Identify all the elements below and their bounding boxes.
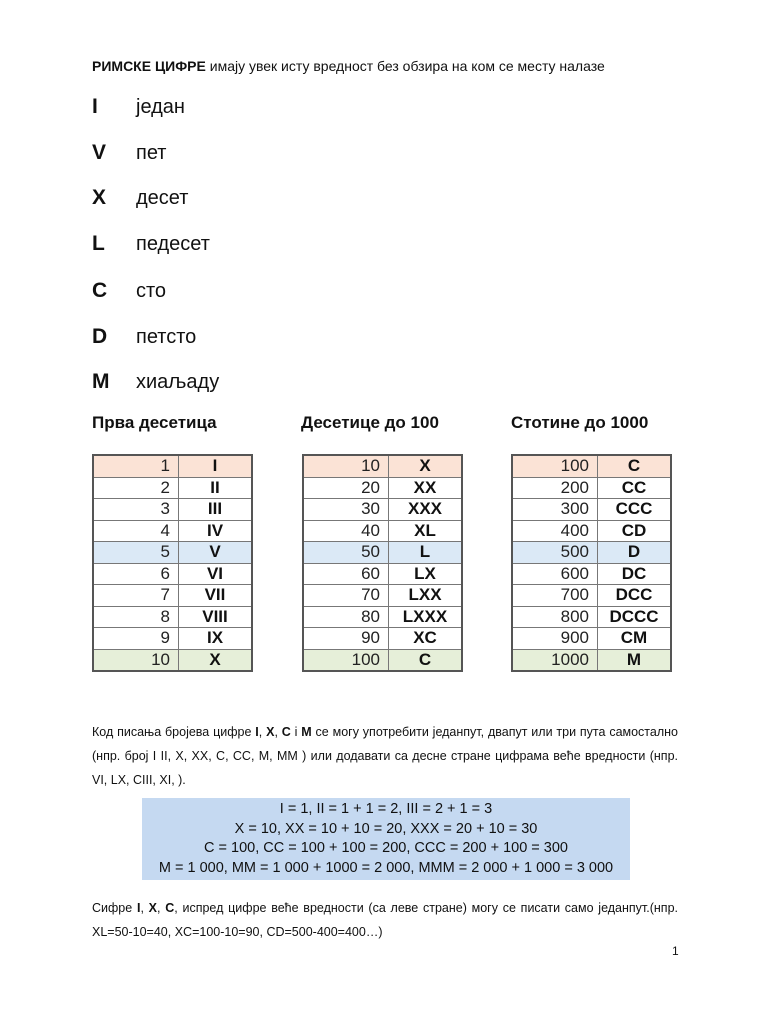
numeral-word: један xyxy=(136,95,185,118)
table-row xyxy=(512,520,671,542)
roman-value-cell: C xyxy=(389,649,463,671)
table-row xyxy=(93,455,252,477)
numeral-row xyxy=(92,183,188,213)
paragraph-subtraction xyxy=(92,896,678,944)
table-row xyxy=(512,477,671,499)
numeral-symbol: C xyxy=(92,279,108,302)
bold-numeral: I xyxy=(255,725,259,739)
table-row xyxy=(303,649,462,671)
roman-value-cell: XC xyxy=(389,628,463,650)
numeral-row xyxy=(92,276,166,306)
text-span: , xyxy=(274,725,282,739)
arabic-value-cell: 200 xyxy=(512,477,598,499)
roman-value-cell: III xyxy=(179,499,253,521)
equation-line: I = 1, II = 1 + 1 = 2, III = 2 + 1 = 3 xyxy=(279,801,493,817)
bold-numeral: I xyxy=(136,901,141,915)
equation-line: M = 1 000, MM = 1 000 + 1000 = 2 000, MMM = 2 000 + 1 000 = 3 000 xyxy=(158,859,614,876)
bold-numeral: C xyxy=(165,901,175,915)
numeral-row xyxy=(92,138,166,168)
arabic-value-cell: 700 xyxy=(512,585,598,607)
arabic-value-cell: 7 xyxy=(93,585,179,607)
roman-value-cell: XXX xyxy=(389,499,463,521)
roman-table-ones xyxy=(92,454,253,672)
table-row xyxy=(93,477,252,499)
numeral-word: сто xyxy=(136,279,167,302)
roman-value-cell: D xyxy=(598,542,672,564)
arabic-value-cell: 70 xyxy=(303,585,389,607)
table-row xyxy=(512,499,671,521)
table-row xyxy=(303,455,462,477)
table-row xyxy=(512,563,671,585)
bold-numeral: C xyxy=(281,725,291,739)
table-row xyxy=(512,455,671,477)
table-title-ones: Прва десетица xyxy=(92,413,217,432)
table-row xyxy=(303,520,462,542)
numeral-symbol: X xyxy=(92,186,107,209)
arabic-value-cell: 80 xyxy=(303,606,389,628)
arabic-value-cell: 90 xyxy=(303,628,389,650)
arabic-value-cell: 4 xyxy=(93,520,179,542)
bold-numeral: X xyxy=(266,725,275,739)
roman-value-cell: II xyxy=(179,477,253,499)
table-row xyxy=(303,606,462,628)
table-row xyxy=(93,649,252,671)
roman-table-tens xyxy=(302,454,463,672)
numeral-symbol: I xyxy=(92,95,98,118)
numeral-word: хиаљаду xyxy=(136,370,220,393)
roman-value-cell: XX xyxy=(389,477,463,499)
arabic-value-cell: 2 xyxy=(93,477,179,499)
arabic-value-cell: 5 xyxy=(93,542,179,564)
arabic-value-cell: 400 xyxy=(512,520,598,542)
table-row xyxy=(512,542,671,564)
numeral-symbol: L xyxy=(92,232,105,255)
table-row xyxy=(512,649,671,671)
arabic-value-cell: 10 xyxy=(93,649,179,671)
arabic-value-cell: 300 xyxy=(512,499,598,521)
roman-value-cell: C xyxy=(598,455,672,477)
roman-value-cell: DCCC xyxy=(598,606,672,628)
equation-line: C = 100, CC = 100 + 100 = 200, CCC = 200 + 100 = 300 xyxy=(204,840,568,856)
roman-value-cell: VII xyxy=(179,585,253,607)
text-span: се могу употребити једанпут, двапут или три пута самостално (нпр. број I II, X, XX, C, CC, M, MM ) или додавати са десне стране цифрама веће вредности (нпр. VI, LX, CIII, XI, ). xyxy=(92,725,678,787)
numeral-symbol: M xyxy=(92,370,110,393)
table-row xyxy=(303,563,462,585)
numeral-symbol: D xyxy=(92,325,108,348)
table-row xyxy=(93,499,252,521)
roman-value-cell: LX xyxy=(389,563,463,585)
arabic-value-cell: 30 xyxy=(303,499,389,521)
page-heading xyxy=(92,58,605,74)
roman-value-cell: VI xyxy=(179,563,253,585)
text-span: , испред цифре веће вредности (са леве стране) могу се писати само једанпут.(нпр. XL=50-10=40, XC=100-10=90, CD=500-400=400…) xyxy=(92,901,678,939)
arabic-value-cell: 800 xyxy=(512,606,598,628)
text-span: , xyxy=(140,901,149,915)
arabic-value-cell: 6 xyxy=(93,563,179,585)
roman-value-cell: CC xyxy=(598,477,672,499)
text-span: i xyxy=(290,725,302,739)
arabic-value-cell: 8 xyxy=(93,606,179,628)
page-number: 1 xyxy=(672,944,679,958)
roman-value-cell: CM xyxy=(598,628,672,650)
roman-value-cell: XL xyxy=(389,520,463,542)
numeral-word: педесет xyxy=(136,232,210,255)
arabic-value-cell: 50 xyxy=(303,542,389,564)
equation-line: X = 10, XX = 10 + 10 = 20, XXX = 20 + 10 = 30 xyxy=(234,820,538,837)
paragraph-usage xyxy=(92,720,678,792)
text-span: , xyxy=(157,901,166,915)
arabic-value-cell: 1 xyxy=(93,455,179,477)
arabic-value-cell: 9 xyxy=(93,628,179,650)
roman-value-cell: DC xyxy=(598,563,672,585)
roman-value-cell: CCC xyxy=(598,499,672,521)
table-row xyxy=(303,477,462,499)
text-span: Код писања бројева цифре xyxy=(92,725,256,739)
arabic-value-cell: 60 xyxy=(303,563,389,585)
table-row xyxy=(93,520,252,542)
table-row xyxy=(93,585,252,607)
arabic-value-cell: 10 xyxy=(303,455,389,477)
numeral-symbol: V xyxy=(92,141,107,164)
arabic-value-cell: 100 xyxy=(512,455,598,477)
equation-box xyxy=(142,798,630,880)
table-row xyxy=(93,542,252,564)
heading-bold: РИМСКЕ ЦИФРЕ xyxy=(92,58,206,74)
arabic-value-cell: 1000 xyxy=(512,649,598,671)
arabic-value-cell: 900 xyxy=(512,628,598,650)
table-row xyxy=(512,606,671,628)
table-row xyxy=(512,585,671,607)
roman-value-cell: IX xyxy=(179,628,253,650)
heading-rest: имају увек исту вредност без обзира на ком се месту налазе xyxy=(205,58,605,74)
roman-value-cell: CD xyxy=(598,520,672,542)
roman-value-cell: LXXX xyxy=(389,606,463,628)
arabic-value-cell: 100 xyxy=(303,649,389,671)
arabic-value-cell: 600 xyxy=(512,563,598,585)
text-span: , xyxy=(258,725,267,739)
arabic-value-cell: 500 xyxy=(512,542,598,564)
roman-table-hundreds xyxy=(511,454,672,672)
numeral-word: десет xyxy=(136,186,189,209)
roman-value-cell: I xyxy=(179,455,253,477)
roman-value-cell: IV xyxy=(179,520,253,542)
arabic-value-cell: 3 xyxy=(93,499,179,521)
numeral-word: петсто xyxy=(136,325,197,348)
roman-value-cell: VIII xyxy=(179,606,253,628)
text-span: Сифре xyxy=(92,901,137,915)
roman-value-cell: DCC xyxy=(598,585,672,607)
table-row xyxy=(303,585,462,607)
table-row xyxy=(303,499,462,521)
arabic-value-cell: 20 xyxy=(303,477,389,499)
roman-value-cell: LXX xyxy=(389,585,463,607)
roman-value-cell: M xyxy=(598,649,672,671)
table-row xyxy=(93,606,252,628)
table-title-tens: Десетице до 100 xyxy=(301,413,439,432)
table-row xyxy=(303,628,462,650)
table-row xyxy=(512,628,671,650)
table-row xyxy=(93,628,252,650)
roman-value-cell: L xyxy=(389,542,463,564)
table-row xyxy=(303,542,462,564)
roman-value-cell: X xyxy=(179,649,253,671)
bold-numeral: X xyxy=(148,901,157,915)
numeral-row xyxy=(92,367,219,397)
roman-value-cell: X xyxy=(389,455,463,477)
numeral-row xyxy=(92,92,185,122)
bold-numeral: M xyxy=(301,725,312,739)
table-row xyxy=(93,563,252,585)
numeral-row xyxy=(92,322,196,352)
roman-value-cell: V xyxy=(179,542,253,564)
table-title-hundreds: Стотине до 1000 xyxy=(511,413,649,432)
numeral-row xyxy=(92,229,210,259)
arabic-value-cell: 40 xyxy=(303,520,389,542)
numeral-word: пет xyxy=(136,141,167,164)
